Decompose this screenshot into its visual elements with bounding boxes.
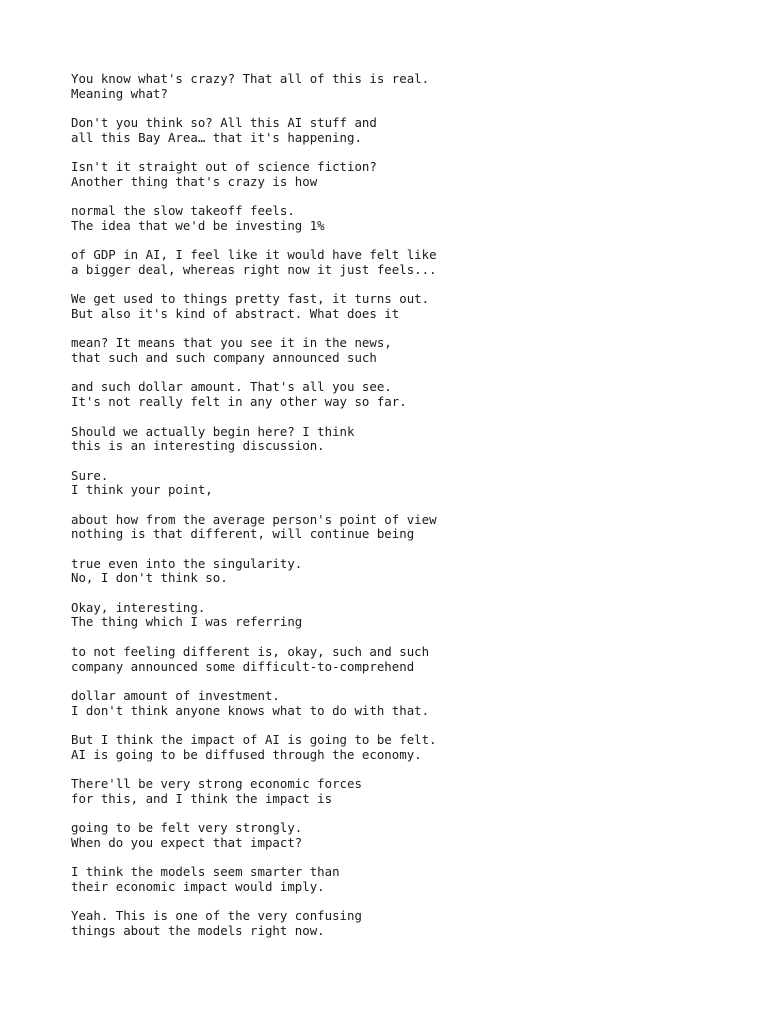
paragraph [71,733,691,762]
text-line: The idea that we'd be investing 1% [71,217,325,233]
text-line: company announced some difficult-to-comprehend [71,658,415,674]
text-line: AI is going to be diffused through the economy. [71,746,422,762]
text-line: I don't think anyone knows what to do with that. [71,702,430,718]
text-line: about how from the average person's point of view [71,511,437,527]
text-line: But also it's kind of abstract. What does it [71,306,400,321]
text-line: to not feeling different is, okay, such and such [71,643,430,659]
paragraph [71,160,691,189]
text-line: Yeah. This is one of the very confusing [71,908,362,924]
text-line: But I think the impact of AI is going to be felt. [71,731,437,747]
paragraph [71,116,691,145]
text-line: Sure. [71,467,109,483]
text-line: The thing which I was referring [71,614,303,630]
paragraph [71,557,691,586]
paragraph [71,601,691,630]
text-line: and such dollar amount. That's all you see. [71,379,392,395]
paragraph [71,336,691,365]
text-line: When do you expect that impact? [71,834,303,850]
paragraph [71,380,691,409]
text-line: a bigger deal, whereas right now it just feels... [71,261,437,277]
transcript-page [71,72,691,953]
paragraph [71,469,691,498]
paragraph [71,204,691,233]
text-line: true even into the singularity. [71,555,303,571]
text-line: this is an interesting discussion. [71,438,325,454]
text-line: all this Bay Area… that it's happening. [71,129,362,145]
text-line: normal the slow takeoff feels. [71,203,295,219]
text-line: their economic impact would imply. [71,878,325,894]
text-line: mean? It means that you see it in the news, [71,335,392,351]
text-line: I think your point, [71,482,213,498]
text-line: It's not really felt in any other way so far. [71,394,407,410]
text-line: for this, and I think the impact is [71,790,333,806]
text-line: You know what's crazy? That all of this is real. [71,71,430,86]
text-line: Don't you think so? All this AI stuff and [71,115,377,131]
paragraph [71,248,691,277]
paragraph [71,292,691,321]
paragraph [71,689,691,718]
paragraph [71,513,691,542]
paragraph [71,425,691,454]
text-line: We get used to things pretty fast, it turns out. [71,291,430,307]
text-line: Okay, interesting. [71,599,206,615]
text-line: Meaning what? [71,85,168,101]
text-line: No, I don't think so. [71,570,228,586]
text-line: that such and such company announced such [71,350,377,366]
text-line: Another thing that's crazy is how [71,173,318,189]
text-line: There'll be very strong economic forces [71,776,362,791]
paragraph [71,865,691,894]
text-line: Isn't it straight out of science fiction? [71,159,377,175]
paragraph [71,645,691,674]
text-line: things about the models right now. [71,922,325,938]
text-line: Should we actually begin here? I think [71,423,355,439]
paragraph [71,909,691,938]
text-line: going to be felt very strongly. [71,820,303,836]
text-line: nothing is that different, will continue being [71,526,415,542]
text-line: I think the models seem smarter than [71,864,340,880]
paragraph [71,821,691,850]
text-line: dollar amount of investment. [71,687,280,703]
paragraph [71,72,691,101]
text-line: of GDP in AI, I feel like it would have felt like [71,247,437,263]
paragraph [71,777,691,806]
